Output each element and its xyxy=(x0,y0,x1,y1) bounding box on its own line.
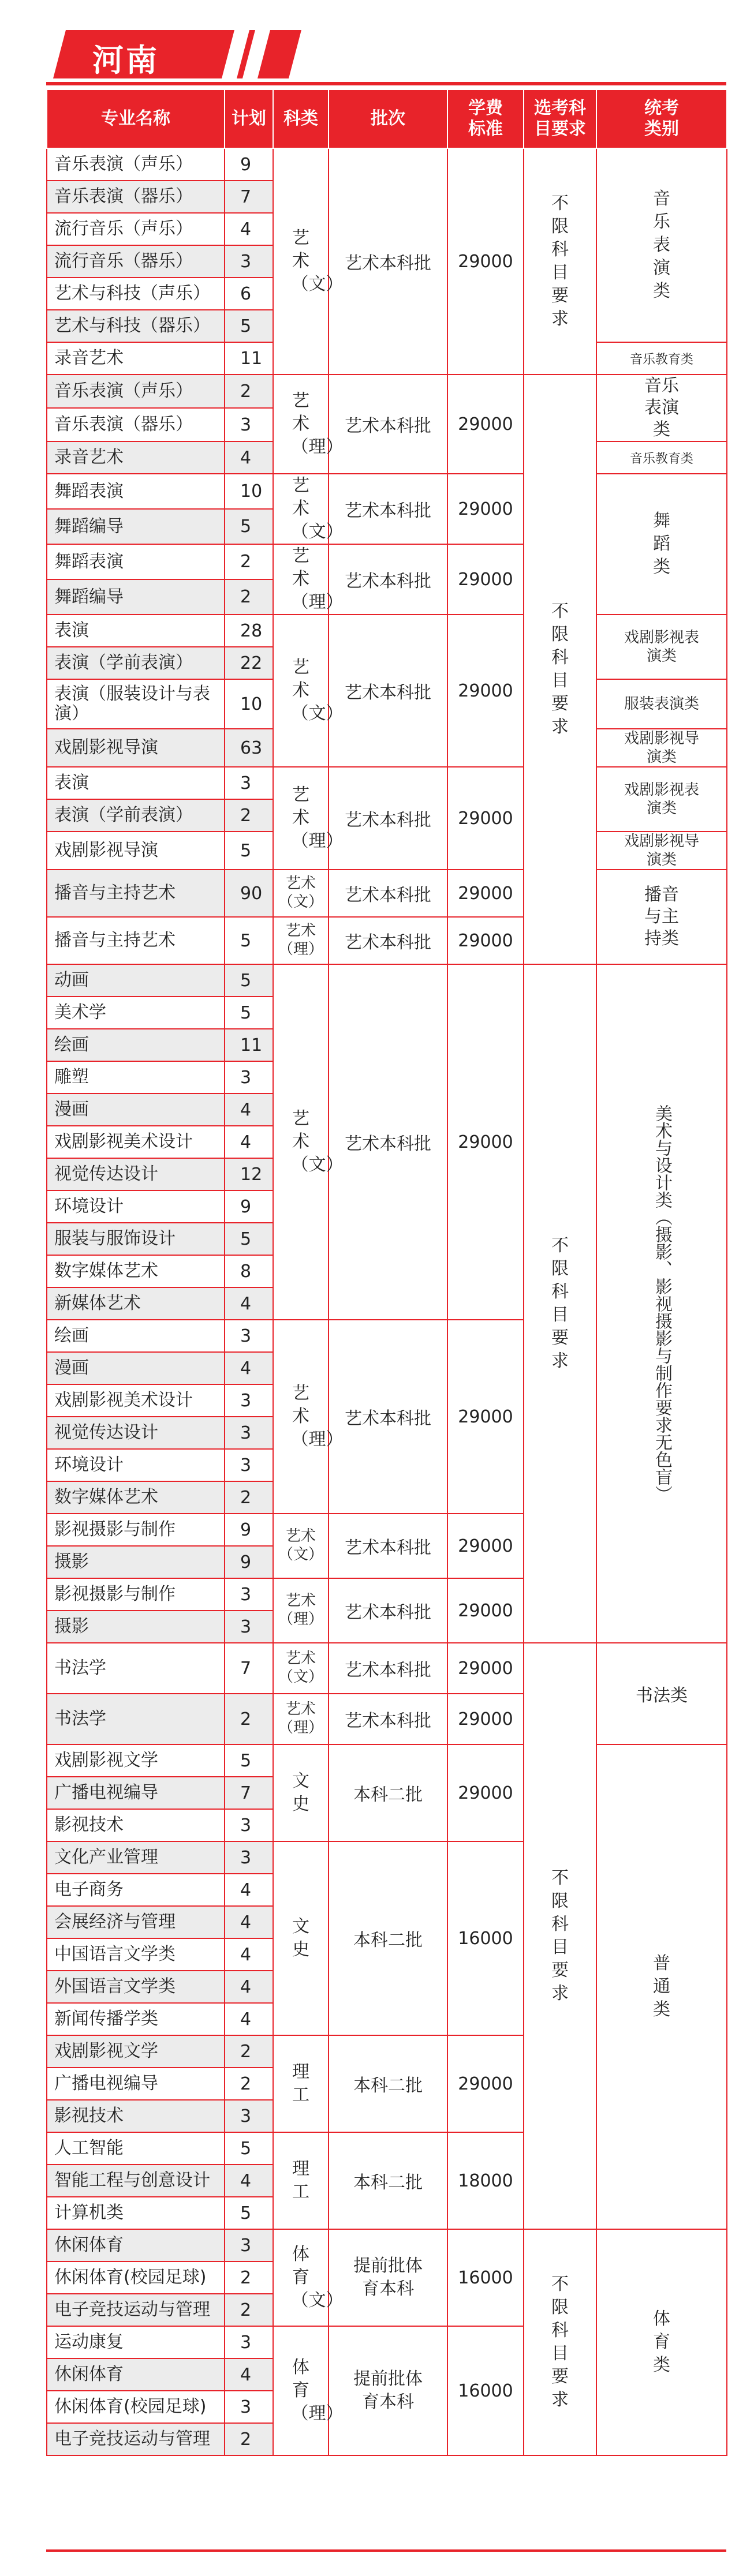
cell-text: 艺术（文） xyxy=(278,1527,323,1563)
subject-cell xyxy=(273,474,344,544)
major-name-cell: 摄影 xyxy=(47,1611,225,1643)
subject-cell xyxy=(273,1320,344,1514)
batch-cell: 艺术本科批 xyxy=(329,1578,447,1643)
plan-count-cell: 3 xyxy=(225,2326,273,2358)
cell-text: 舞蹈类 xyxy=(653,511,670,577)
plan-count-cell: 4 xyxy=(225,2358,273,2391)
major-name-cell: 视觉传达设计 xyxy=(47,1158,225,1190)
fee-cell: 29000 xyxy=(447,615,524,767)
table-row xyxy=(47,1643,727,1694)
table-row xyxy=(47,375,727,408)
plan-count-cell: 4 xyxy=(225,2003,273,2035)
plan-count-cell: 90 xyxy=(225,870,273,917)
batch-cell: 本科二批 xyxy=(329,1841,447,2035)
plan-count-cell: 3 xyxy=(225,1061,273,1094)
exam-category-cell xyxy=(596,729,727,767)
cell-text: 文史 xyxy=(292,1916,309,1960)
fee-cell: 16000 xyxy=(447,2326,524,2455)
major-name-cell: 雕塑 xyxy=(47,1061,225,1094)
batch-cell: 艺术本科批 xyxy=(329,767,447,870)
cell-text: 体育（文） xyxy=(291,2244,344,2311)
plan-count-cell: 4 xyxy=(225,1287,273,1320)
fee-cell: 29000 xyxy=(447,1578,524,1643)
major-name-cell: 书法学 xyxy=(47,1643,225,1694)
major-name-cell: 服装与服饰设计 xyxy=(47,1223,225,1255)
cell-text: 戏剧影视导演类 xyxy=(624,833,699,868)
plan-count-cell: 2 xyxy=(225,579,273,615)
major-name-cell: 环境设计 xyxy=(47,1449,225,1481)
subject-cell xyxy=(273,148,344,375)
major-name-cell: 表演（学前表演） xyxy=(47,647,225,679)
cell-text: 不限科目要求 xyxy=(551,193,569,329)
province-title: 河南 xyxy=(92,42,159,78)
fee-cell: 29000 xyxy=(447,964,524,1320)
batch-cell: 本科二批 xyxy=(329,1744,447,1841)
cell-text: 体育类 xyxy=(653,2309,670,2375)
requirement-cell xyxy=(524,964,596,1643)
exam-category-cell xyxy=(596,375,727,441)
fee-cell: 29000 xyxy=(447,1643,524,1694)
subject-cell xyxy=(273,544,344,615)
subject-cell xyxy=(273,375,344,474)
plan-count-cell: 63 xyxy=(225,729,273,767)
fee-cell: 29000 xyxy=(447,474,524,544)
exam-category-cell xyxy=(596,1744,727,2229)
major-name-cell: 环境设计 xyxy=(47,1190,225,1223)
major-name-cell: 外国语言文学类 xyxy=(47,1971,225,2003)
exam-category-cell: 音乐教育类 xyxy=(596,342,727,375)
cell-text: 不限科目要求 xyxy=(551,1235,569,1371)
cell-text: 艺术（文） xyxy=(278,1649,323,1686)
plan-count-cell: 4 xyxy=(225,1352,273,1384)
cell-text: 音乐表演类 xyxy=(653,189,670,301)
batch-cell: 艺术本科批 xyxy=(329,964,447,1320)
major-name-cell: 电子商务 xyxy=(47,1874,225,1906)
plan-count-cell: 2 xyxy=(225,799,273,832)
cell-text: 戏剧影视表演类 xyxy=(624,629,699,665)
cell-text: 艺术（理） xyxy=(291,391,344,457)
batch-cell: 艺术本科批 xyxy=(329,375,447,474)
major-name-cell: 漫画 xyxy=(47,1352,225,1384)
table-row xyxy=(47,615,727,647)
cell-text: 艺术（理） xyxy=(291,1383,344,1450)
plan-count-cell: 4 xyxy=(225,1874,273,1906)
plan-count-cell: 2 xyxy=(225,2262,273,2294)
subject-cell xyxy=(273,1514,329,1578)
major-name-cell: 休闲体育 xyxy=(47,2358,225,2391)
col-header-batch: 批次 xyxy=(329,89,447,148)
plan-count-cell: 4 xyxy=(225,1094,273,1126)
plan-count-cell: 3 xyxy=(225,1578,273,1611)
plan-count-cell: 3 xyxy=(225,2100,273,2132)
batch-cell: 艺术本科批 xyxy=(329,917,447,964)
major-name-cell: 戏剧影视文学 xyxy=(47,2035,225,2068)
subject-cell xyxy=(273,767,344,870)
col-header-requirement: 选考科目要求 xyxy=(524,89,596,148)
plan-count-cell: 3 xyxy=(225,1449,273,1481)
major-name-cell: 表演（服装设计与表演） xyxy=(47,679,225,729)
cell-text: 提前批体育本科 xyxy=(353,2369,423,2412)
plan-count-cell: 5 xyxy=(225,310,273,342)
major-name-cell: 数字媒体艺术 xyxy=(47,1255,225,1287)
plan-count-cell: 4 xyxy=(225,1938,273,1971)
cell-text: 播音与主持类 xyxy=(644,885,679,949)
cell-text: 艺术（文） xyxy=(291,228,344,294)
cell-text: 艺术（理） xyxy=(278,1592,323,1628)
fee-cell: 29000 xyxy=(447,917,524,964)
major-name-cell: 电子竞技运动与管理 xyxy=(47,2423,225,2455)
exam-category-cell xyxy=(596,832,727,870)
major-name-cell: 影视摄影与制作 xyxy=(47,1578,225,1611)
batch-cell: 艺术本科批 xyxy=(329,1320,447,1514)
plan-count-cell: 4 xyxy=(225,1906,273,1938)
cell-text: 艺术（理） xyxy=(291,546,344,612)
plan-count-cell: 11 xyxy=(225,1029,273,1061)
major-name-cell: 书法学 xyxy=(47,1694,225,1744)
major-name-cell: 绘画 xyxy=(47,1029,225,1061)
major-name-cell: 舞蹈表演 xyxy=(47,474,225,509)
cell-text: 艺术（理） xyxy=(291,785,344,851)
exam-category-cell xyxy=(596,679,727,729)
cell-text: 理工 xyxy=(292,2159,309,2202)
major-name-cell: 影视技术 xyxy=(47,2100,225,2132)
major-name-cell: 影视技术 xyxy=(47,1809,225,1841)
major-name-cell: 视觉传达设计 xyxy=(47,1417,225,1449)
plan-count-cell: 28 xyxy=(225,615,273,647)
cell-text: 服装表演类 xyxy=(624,695,699,713)
subject-cell xyxy=(273,870,329,917)
plan-count-cell: 4 xyxy=(225,1126,273,1158)
fee-cell: 29000 xyxy=(447,1514,524,1578)
cell-text: 文史 xyxy=(292,1771,309,1814)
major-name-cell: 新媒体艺术 xyxy=(47,1287,225,1320)
enrollment-plan-table xyxy=(46,89,727,2456)
cell-text: 音乐表演类 xyxy=(644,376,679,440)
exam-category-cell: 美术与设计类（摄影、影视摄影与制作要求无色盲） xyxy=(596,964,727,1643)
plan-count-cell: 2 xyxy=(225,2423,273,2455)
major-name-cell: 舞蹈表演 xyxy=(47,544,225,579)
major-name-cell: 休闲体育 xyxy=(47,2229,225,2262)
cell-text: 戏剧影视表演类 xyxy=(624,781,699,817)
cell-text: 艺术（文） xyxy=(291,1109,344,1175)
plan-count-cell: 2 xyxy=(225,375,273,408)
plan-count-cell: 3 xyxy=(225,245,273,278)
plan-count-cell: 9 xyxy=(225,1190,273,1223)
footer-rule xyxy=(46,2549,726,2552)
major-name-cell: 戏剧影视美术设计 xyxy=(47,1384,225,1417)
major-name-cell: 流行音乐（器乐） xyxy=(47,245,225,278)
major-name-cell: 戏剧影视导演 xyxy=(47,729,225,767)
col-header-subject: 科类 xyxy=(273,89,329,148)
major-name-cell: 播音与主持艺术 xyxy=(47,870,225,917)
subject-cell xyxy=(273,615,344,767)
batch-cell xyxy=(329,2326,447,2455)
major-name-cell: 戏剧影视美术设计 xyxy=(47,1126,225,1158)
major-name-cell: 文化产业管理 xyxy=(47,1841,225,1874)
plan-count-cell: 5 xyxy=(225,2197,273,2229)
fee-cell: 29000 xyxy=(447,1694,524,1744)
plan-count-cell: 3 xyxy=(225,767,273,799)
major-name-cell: 表演（学前表演） xyxy=(47,799,225,832)
plan-count-cell: 3 xyxy=(225,1841,273,1874)
subject-cell xyxy=(273,1841,329,2035)
plan-count-cell: 7 xyxy=(225,1777,273,1809)
major-name-cell: 表演 xyxy=(47,767,225,799)
major-name-cell: 数字媒体艺术 xyxy=(47,1481,225,1514)
plan-count-cell: 3 xyxy=(225,2391,273,2423)
cell-text: 艺术（文） xyxy=(291,657,344,724)
major-name-cell: 影视摄影与制作 xyxy=(47,1514,225,1546)
major-name-cell: 新闻传播学类 xyxy=(47,2003,225,2035)
plan-count-cell: 5 xyxy=(225,2132,273,2165)
plan-count-cell: 4 xyxy=(225,2165,273,2197)
exam-category-cell xyxy=(596,767,727,832)
col-header-fee: 学费标准 xyxy=(447,89,524,148)
plan-count-cell: 5 xyxy=(225,1744,273,1777)
plan-count-cell: 3 xyxy=(225,1320,273,1352)
plan-count-cell: 3 xyxy=(225,1611,273,1643)
plan-count-cell: 7 xyxy=(225,181,273,213)
fee-cell: 29000 xyxy=(447,1320,524,1514)
major-name-cell: 美术学 xyxy=(47,997,225,1029)
plan-count-cell: 5 xyxy=(225,997,273,1029)
cell-text: 艺术（文） xyxy=(278,874,323,911)
cell-text: 不限科目要求 xyxy=(551,2274,569,2410)
plan-count-cell: 9 xyxy=(225,1514,273,1546)
major-name-cell: 休闲体育(校园足球) xyxy=(47,2262,225,2294)
plan-count-cell: 5 xyxy=(225,832,273,870)
fee-cell: 18000 xyxy=(447,2132,524,2229)
subject-cell xyxy=(273,2229,344,2326)
fee-cell: 29000 xyxy=(447,148,524,375)
major-name-cell: 动画 xyxy=(47,964,225,997)
cell-text: 不限科目要求 xyxy=(551,601,569,737)
fee-cell: 29000 xyxy=(447,1744,524,1841)
subject-cell xyxy=(273,2326,344,2455)
fee-cell: 29000 xyxy=(447,544,524,615)
plan-count-cell: 12 xyxy=(225,1158,273,1190)
cell-text: 艺术（文） xyxy=(291,475,344,542)
cell-text: 提前批体育本科 xyxy=(353,2256,423,2299)
batch-cell: 艺术本科批 xyxy=(329,544,447,615)
plan-count-cell: 5 xyxy=(225,917,273,964)
batch-cell: 艺术本科批 xyxy=(329,1514,447,1578)
cell-text: 艺术（理） xyxy=(278,1700,323,1736)
exam-category-cell xyxy=(596,474,727,615)
plan-count-cell: 6 xyxy=(225,278,273,310)
batch-cell: 本科二批 xyxy=(329,2035,447,2132)
exam-category-cell xyxy=(596,148,727,342)
plan-count-cell: 3 xyxy=(225,2229,273,2262)
table-row xyxy=(47,870,727,917)
major-name-cell: 广播电视编导 xyxy=(47,2068,225,2100)
major-name-cell: 绘画 xyxy=(47,1320,225,1352)
plan-count-cell: 22 xyxy=(225,647,273,679)
col-header-exam-category: 统考类别 xyxy=(596,89,727,148)
major-name-cell: 流行音乐（声乐） xyxy=(47,213,225,245)
exam-category-cell xyxy=(596,2229,727,2455)
major-name-cell: 摄影 xyxy=(47,1546,225,1578)
table-row xyxy=(47,148,727,181)
exam-category-cell xyxy=(596,615,727,679)
exam-category-cell xyxy=(596,870,727,964)
province-banner-shape xyxy=(53,30,301,78)
major-name-cell: 人工智能 xyxy=(47,2132,225,2165)
major-name-cell: 录音艺术 xyxy=(47,342,225,375)
plan-count-cell: 4 xyxy=(225,1971,273,2003)
plan-count-cell: 5 xyxy=(225,964,273,997)
cell-text: 艺术（理） xyxy=(278,922,323,958)
major-name-cell: 舞蹈编导 xyxy=(47,579,225,615)
major-name-cell: 中国语言文学类 xyxy=(47,1938,225,1971)
subject-cell xyxy=(273,2035,329,2132)
plan-count-cell: 5 xyxy=(225,509,273,544)
major-name-cell: 艺术与科技（器乐） xyxy=(47,310,225,342)
major-name-cell: 戏剧影视导演 xyxy=(47,832,225,870)
table-row xyxy=(47,474,727,509)
plan-count-cell: 9 xyxy=(225,1546,273,1578)
major-name-cell: 电子竞技运动与管理 xyxy=(47,2294,225,2326)
batch-cell: 艺术本科批 xyxy=(329,615,447,767)
plan-count-cell: 2 xyxy=(225,2068,273,2100)
fee-cell: 29000 xyxy=(447,870,524,917)
major-name-cell: 广播电视编导 xyxy=(47,1777,225,1809)
batch-cell: 艺术本科批 xyxy=(329,474,447,544)
batch-cell: 本科二批 xyxy=(329,2132,447,2229)
requirement-cell xyxy=(524,148,596,375)
major-name-cell: 艺术与科技（声乐） xyxy=(47,278,225,310)
fee-cell: 29000 xyxy=(447,767,524,870)
major-name-cell: 漫画 xyxy=(47,1094,225,1126)
batch-cell: 艺术本科批 xyxy=(329,148,447,375)
cell-text: 理工 xyxy=(292,2062,309,2105)
major-name-cell: 音乐表演（器乐） xyxy=(47,408,225,441)
major-name-cell: 音乐表演（声乐） xyxy=(47,148,225,181)
fee-cell: 29000 xyxy=(447,2035,524,2132)
plan-count-cell: 10 xyxy=(225,474,273,509)
table-row xyxy=(47,767,727,799)
cell-text: 普通类 xyxy=(653,1953,670,2020)
cell-text: 体育（理） xyxy=(291,2357,344,2424)
plan-count-cell: 3 xyxy=(225,408,273,441)
major-name-cell: 播音与主持艺术 xyxy=(47,917,225,964)
subject-cell xyxy=(273,917,329,964)
subject-cell xyxy=(273,1578,329,1643)
exam-category-cell: 音乐教育类 xyxy=(596,441,727,474)
table-row xyxy=(47,2229,727,2262)
major-name-cell: 计算机类 xyxy=(47,2197,225,2229)
subject-cell xyxy=(273,2132,329,2229)
subject-cell xyxy=(273,1694,329,1744)
major-name-cell: 舞蹈编导 xyxy=(47,509,225,544)
plan-count-cell: 10 xyxy=(225,679,273,729)
table-header-row xyxy=(47,89,727,148)
major-name-cell: 音乐表演（声乐） xyxy=(47,375,225,408)
plan-count-cell: 3 xyxy=(225,1384,273,1417)
table-row xyxy=(47,964,727,997)
subject-cell xyxy=(273,1744,329,1841)
plan-count-cell: 4 xyxy=(225,213,273,245)
major-name-cell: 会展经济与管理 xyxy=(47,1906,225,1938)
plan-count-cell: 3 xyxy=(225,1809,273,1841)
subject-cell xyxy=(273,1643,329,1694)
batch-cell: 艺术本科批 xyxy=(329,1643,447,1694)
plan-count-cell: 5 xyxy=(225,1223,273,1255)
exam-category-cell: 书法类 xyxy=(596,1643,727,1744)
header-rule xyxy=(46,82,726,85)
fee-cell: 29000 xyxy=(447,375,524,474)
col-header-plan: 计划 xyxy=(225,89,273,148)
plan-count-cell: 3 xyxy=(225,1417,273,1449)
plan-count-cell: 2 xyxy=(225,2294,273,2326)
batch-cell: 艺术本科批 xyxy=(329,1694,447,1744)
col-header-major: 专业名称 xyxy=(47,89,225,148)
plan-count-cell: 7 xyxy=(225,1643,273,1694)
requirement-cell xyxy=(524,375,596,964)
plan-count-cell: 2 xyxy=(225,2035,273,2068)
plan-count-cell: 2 xyxy=(225,544,273,579)
plan-count-cell: 4 xyxy=(225,441,273,474)
subject-cell xyxy=(273,964,344,1320)
major-name-cell: 戏剧影视文学 xyxy=(47,1744,225,1777)
major-name-cell: 音乐表演（器乐） xyxy=(47,181,225,213)
plan-count-cell: 9 xyxy=(225,148,273,181)
batch-cell xyxy=(329,2229,447,2326)
cell-text: 戏剧影视导演类 xyxy=(624,730,699,766)
major-name-cell: 运动康复 xyxy=(47,2326,225,2358)
batch-cell: 艺术本科批 xyxy=(329,870,447,917)
major-name-cell: 表演 xyxy=(47,615,225,647)
plan-count-cell: 2 xyxy=(225,1694,273,1744)
fee-cell: 16000 xyxy=(447,1841,524,2035)
plan-count-cell: 2 xyxy=(225,1481,273,1514)
plan-count-cell: 11 xyxy=(225,342,273,375)
requirement-cell xyxy=(524,1643,596,2229)
major-name-cell: 休闲体育(校园足球) xyxy=(47,2391,225,2423)
fee-cell: 16000 xyxy=(447,2229,524,2326)
major-name-cell: 录音艺术 xyxy=(47,441,225,474)
table-row xyxy=(47,1744,727,1777)
plan-count-cell: 8 xyxy=(225,1255,273,1287)
cell-text: 不限科目要求 xyxy=(551,1868,569,2004)
major-name-cell: 智能工程与创意设计 xyxy=(47,2165,225,2197)
requirement-cell xyxy=(524,2229,596,2455)
